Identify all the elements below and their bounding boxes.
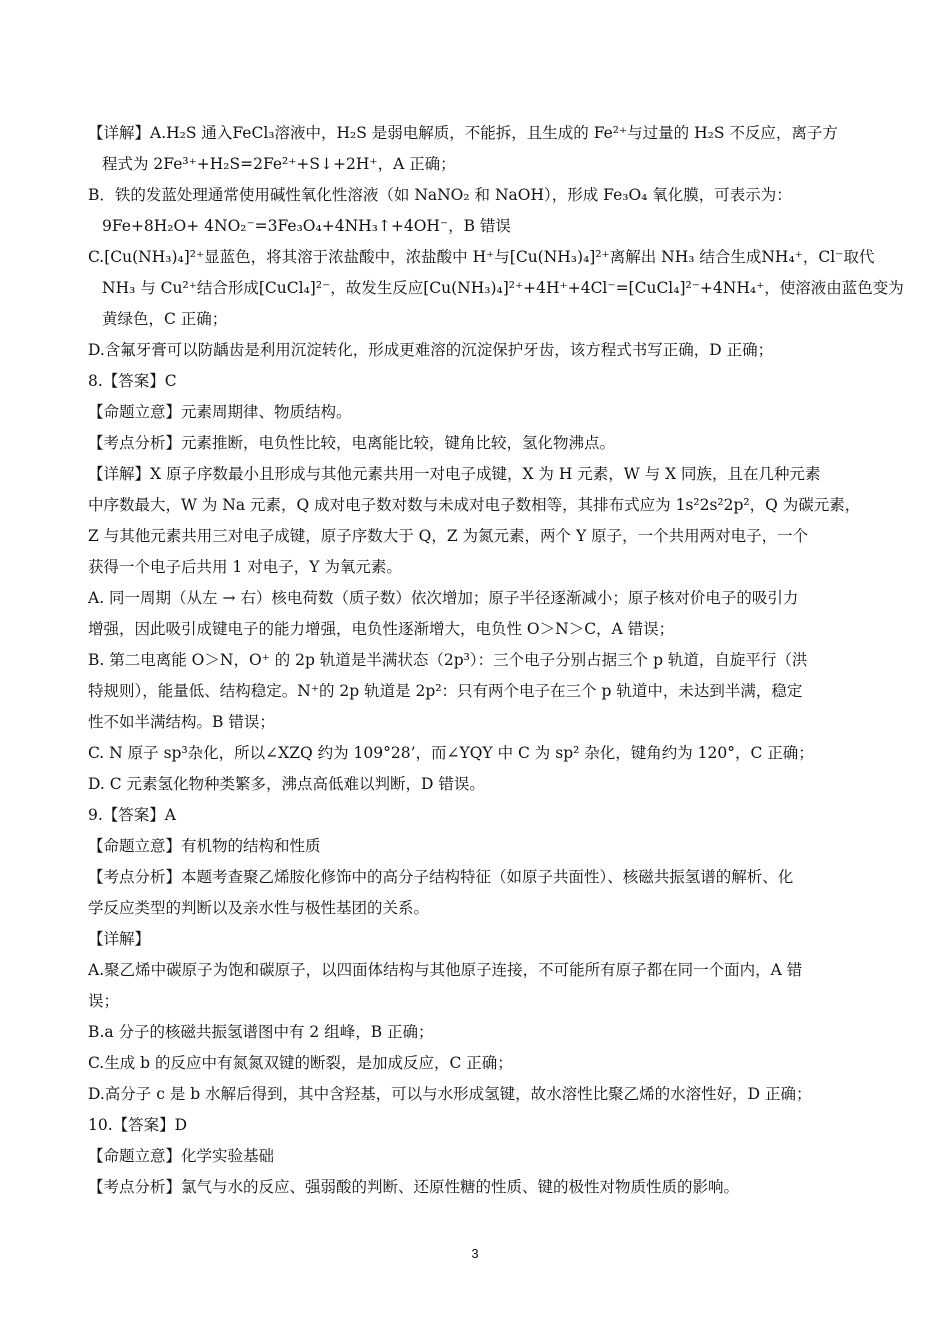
text-line: C. N 原子 sp³杂化，所以∠XZQ 约为 109°28’，而∠YQY 中 C 为 sp² 杂化，键角约为 120°，C 正确； <box>88 744 814 762</box>
text-line: 【考点分析】本题考查聚乙烯胺化修饰中的高分子结构特征（如原子共面性）、核磁共振氢谱的解析、化 <box>88 868 794 886</box>
text-line: C.[Cu(NH₃)₄]²⁺显蓝色，将其溶于浓盐酸中，浓盐酸中 H⁺与[Cu(NH₃)₄]²⁺离解出 NH₃ 结合生成NH₄⁺，Cl⁻取代 <box>88 248 875 266</box>
text-line: 【考点分析】氯气与水的反应、强弱酸的判断、还原性糖的性质、键的极性对物质性质的影响。 <box>88 1178 740 1196</box>
text-line: Z 与其他元素共用三对电子成键，原子序数大于 Q，Z 为氮元素，两个 Y 原子，一个共用两对电子，一个 <box>88 527 809 545</box>
answer-heading: 8.【答案】C <box>88 372 177 390</box>
text-line: A.聚乙烯中碳原子为饱和碳原子，以四面体结构与其他原子连接，不可能所有原子都在同一个面内，A 错 <box>88 961 803 979</box>
text-line: 9Fe+8H₂O+ 4NO₂⁻=3Fe₃O₄+4NH₃↑+4OH⁻，B 错误 <box>102 217 511 235</box>
answer-heading: 10.【答案】D <box>88 1116 188 1134</box>
text-line: D.高分子 c 是 b 水解后得到，其中含羟基，可以与水形成氢键，故水溶性比聚乙烯的水溶性好，D 正确； <box>88 1085 812 1103</box>
text-line: 【详解】A.H₂S 通入FeCl₃溶液中，H₂S 是弱电解质，不能拆，且生成的 Fe²⁺与过量的 H₂S 不反应，离子方 <box>88 124 838 142</box>
text-line: 【考点分析】元素推断，电负性比较，电离能比较，键角比较，氢化物沸点。 <box>88 434 616 452</box>
text-line: 【详解】X 原子序数最小且形成与其他元素共用一对电子成键，X 为 H 元素，W 与 X 同族，且在几种元素 <box>88 465 821 483</box>
text-line: 【命题立意】化学实验基础 <box>88 1147 275 1165</box>
text-line: A. 同一周期（从左 → 右）核电荷数（质子数）依次增加；原子半径逐渐减小；原子核对价电子的吸引力 <box>88 589 799 607</box>
text-line: 特规则），能量低、结构稳定。N⁺的 2p 轨道是 2p²：只有两个电子在三个 p 轨道中，未达到半满，稳定 <box>88 682 803 700</box>
text-line: 获得一个电子后共用 1 对电子，Y 为氧元素。 <box>88 558 402 576</box>
answer-heading: 9.【答案】A <box>88 806 176 824</box>
text-line: 【命题立意】有机物的结构和性质 <box>88 837 321 855</box>
text-line: 误； <box>88 992 120 1010</box>
document-body <box>88 118 904 1203</box>
text-line: 程式为 2Fe³⁺+H₂S=2Fe²⁺+S↓+2H⁺，A 正确； <box>102 155 456 173</box>
text-line: NH₃ 与 Cu²⁺结合形成[CuCl₄]²⁻，故发生反应[Cu(NH₃)₄]²⁺+4H⁺+4Cl⁻=[CuCl₄]²⁻+4NH₄⁺，使溶液由蓝色变为 <box>102 279 904 297</box>
text-line: 黄绿色，C 正确； <box>102 310 228 328</box>
text-line: D.含氟牙膏可以防龋齿是利用沉淀转化，形成更难溶的沉淀保护牙齿，该方程式书写正确，D 正确； <box>88 341 774 359</box>
text-line: B. 第二电离能 O＞N，O⁺ 的 2p 轨道是半满状态（2p³）：三个电子分别占据三个 p 轨道，自旋平行（洪 <box>88 651 808 669</box>
page-number: 3 <box>471 1246 479 1261</box>
text-line: 学反应类型的判断以及亲水性与极性基团的关系。 <box>88 899 430 917</box>
text-line: 【详解】 <box>88 930 151 948</box>
text-line: B.a 分子的核磁共振氢谱图中有 2 组峰，B 正确； <box>88 1023 434 1041</box>
text-line: 性不如半满结构。B 错误； <box>88 713 275 731</box>
text-line: 【命题立意】元素周期律、物质结构。 <box>88 403 352 421</box>
text-line: 中序数最大，W 为 Na 元素，Q 成对电子数对数与未成对电子数相等，其排布式应为 1s²2s²2p²，Q 为碳元素， <box>88 496 861 514</box>
text-line: 增强，因此吸引成键电子的能力增强，电负性逐渐增大，电负性 O＞N＞C，A 错误； <box>88 620 675 638</box>
text-line: B．铁的发蓝处理通常使用碱性氧化性溶液（如 NaNO₂ 和 NaOH），形成 Fe₃O₄ 氧化膜，可表示为： <box>88 186 792 204</box>
text-line: C.生成 b 的反应中有氮氮双键的断裂，是加成反应，C 正确； <box>88 1054 513 1072</box>
text-line: D. C 元素氢化物种类繁多，沸点高低难以判断，D 错误。 <box>88 775 485 793</box>
